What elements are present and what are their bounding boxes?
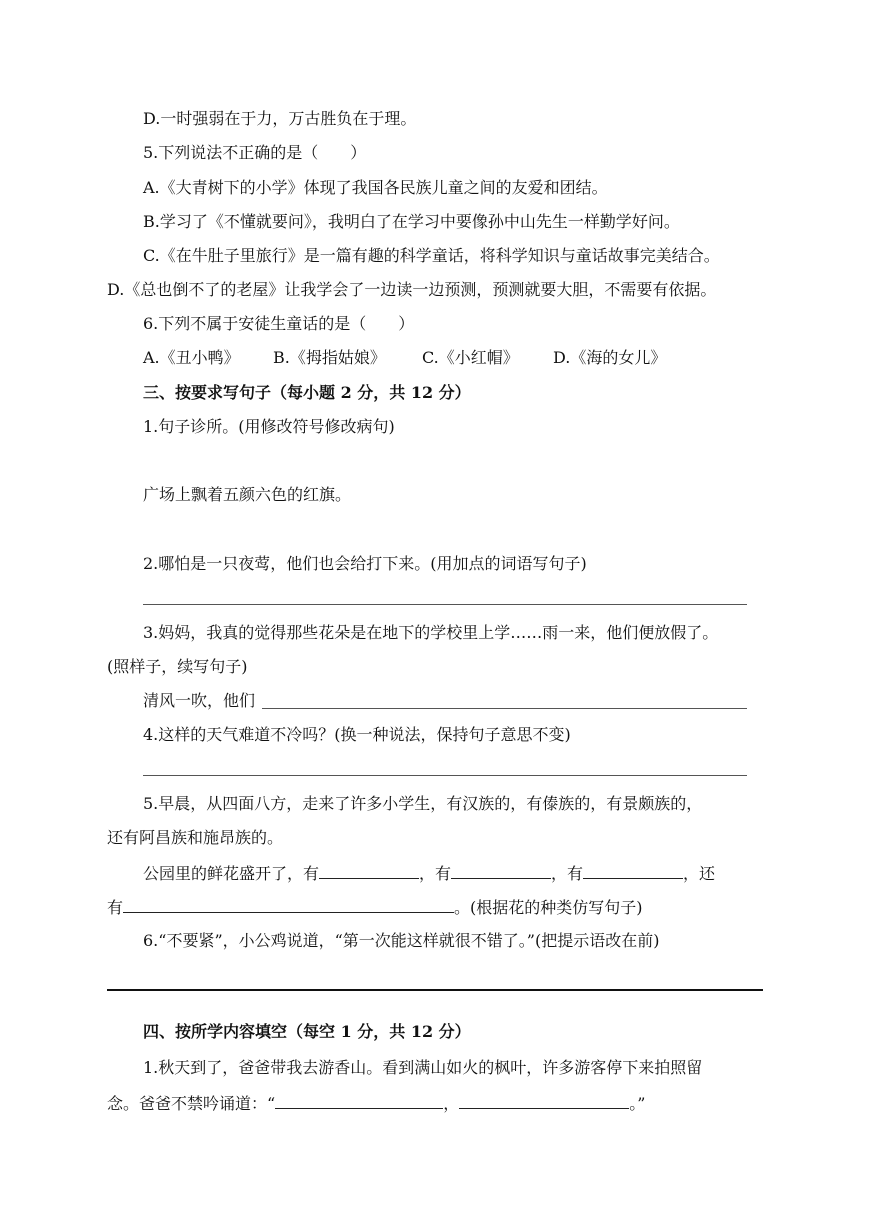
- s3-q5-fill-row2: [107, 896, 643, 919]
- section-3-title: 三、按要求写句子（每小题 2 分，共 12 分）: [143, 383, 471, 402]
- q5-stem: 5.下列说法不正确的是（ ）: [143, 143, 367, 162]
- q6-stem: 6.下列不属于安徒生童话的是（ ）: [143, 314, 415, 333]
- s4-q1-part-c: 。”: [629, 1094, 646, 1113]
- s3-q3-note: (照样子，续写句子): [107, 657, 248, 676]
- s3-q5-part2: ，有: [419, 864, 452, 883]
- s4-q1-part-a: 念。爸爸不禁吟诵道：“: [107, 1094, 276, 1113]
- s3-q6-answer-line[interactable]: [107, 989, 763, 991]
- s4-q1-blank2[interactable]: [459, 1092, 629, 1109]
- s3-q5-blank2[interactable]: [451, 862, 551, 879]
- s3-q5-part6: 。(根据花的种类仿写句子): [454, 898, 643, 917]
- s3-q2: 2.哪怕是一只夜莺，他们也会给打下来。(用加点的词语写句子): [143, 554, 587, 573]
- s3-q4: 4.这样的天气难道不冷吗？(换一种说法，保持句子意思不变): [143, 725, 571, 744]
- s3-q5-blank1[interactable]: [319, 862, 419, 879]
- q4-option-d: D.一时强弱在于力，万古胜负在于理。: [143, 109, 417, 128]
- q6-option-b: B.《拇指姑娘》: [273, 348, 386, 367]
- s3-q5-line2: 还有阿昌族和施昂族的。: [107, 828, 284, 847]
- q5-option-d: D.《总也倒不了的老屋》让我学会了一边读一边预测，预测就要大胆，不需要有依据。: [107, 280, 717, 299]
- s3-q5-blank3[interactable]: [583, 862, 683, 879]
- s3-q5-part5: 有: [107, 898, 124, 917]
- q5-option-b: B.学习了《不懂就要问》，我明白了在学习中要像孙中山先生一样勤学好问。: [143, 212, 680, 231]
- s3-q3: 3.妈妈，我真的觉得那些花朵是在地下的学校里上学……雨一来，他们便放假了。: [143, 623, 719, 642]
- q6-option-c: C.《小红帽》: [422, 348, 519, 367]
- s3-q5-part1: 公园里的鲜花盛开了，有: [143, 864, 320, 883]
- q6-option-d: D.《海的女儿》: [553, 348, 667, 367]
- q5-option-c: C.《在牛肚子里旅行》是一篇有趣的科学童话，将科学知识与童话故事完美结合。: [143, 246, 720, 265]
- q6-option-a: A.《丑小鸭》: [143, 348, 240, 367]
- section-4-title: 四、按所学内容填空（每空 1 分，共 12 分）: [143, 1022, 471, 1041]
- s3-q1: 1.句子诊所。(用修改符号修改病句): [143, 417, 395, 436]
- s3-q6: 6.“不要紧”，小公鸡说道，“第一次能这样就很不错了。”(把提示语改在前): [143, 931, 660, 950]
- s4-q1-part-b: ，: [443, 1094, 460, 1113]
- s4-q1-line2: [107, 1092, 645, 1115]
- s3-q4-answer-line[interactable]: [143, 775, 747, 776]
- s3-q5-part4: ，还: [683, 864, 716, 883]
- s3-q5-blank4[interactable]: [123, 896, 454, 913]
- s3-q3-answer-line[interactable]: [262, 708, 747, 709]
- q5-option-a: A.《大青树下的小学》体现了我国各民族儿童之间的友爱和团结。: [143, 178, 608, 197]
- s3-q2-answer-line[interactable]: [143, 604, 747, 605]
- s3-q5-line1: 5.早晨，从四面八方，走来了许多小学生，有汉族的，有傣族的，有景颇族的，: [143, 794, 703, 813]
- s4-q1-line1: 1.秋天到了，爸爸带我去游香山。看到满山如火的枫叶，许多游客停下来拍照留: [143, 1058, 703, 1077]
- s4-q1-blank1[interactable]: [275, 1092, 443, 1109]
- s3-q1-sentence: 广场上飘着五颜六色的红旗。: [143, 485, 352, 504]
- s3-q5-part3: ，有: [551, 864, 584, 883]
- s3-q3-prompt: 清风一吹，他们: [143, 691, 256, 710]
- s3-q5-fill-row1: [143, 862, 715, 885]
